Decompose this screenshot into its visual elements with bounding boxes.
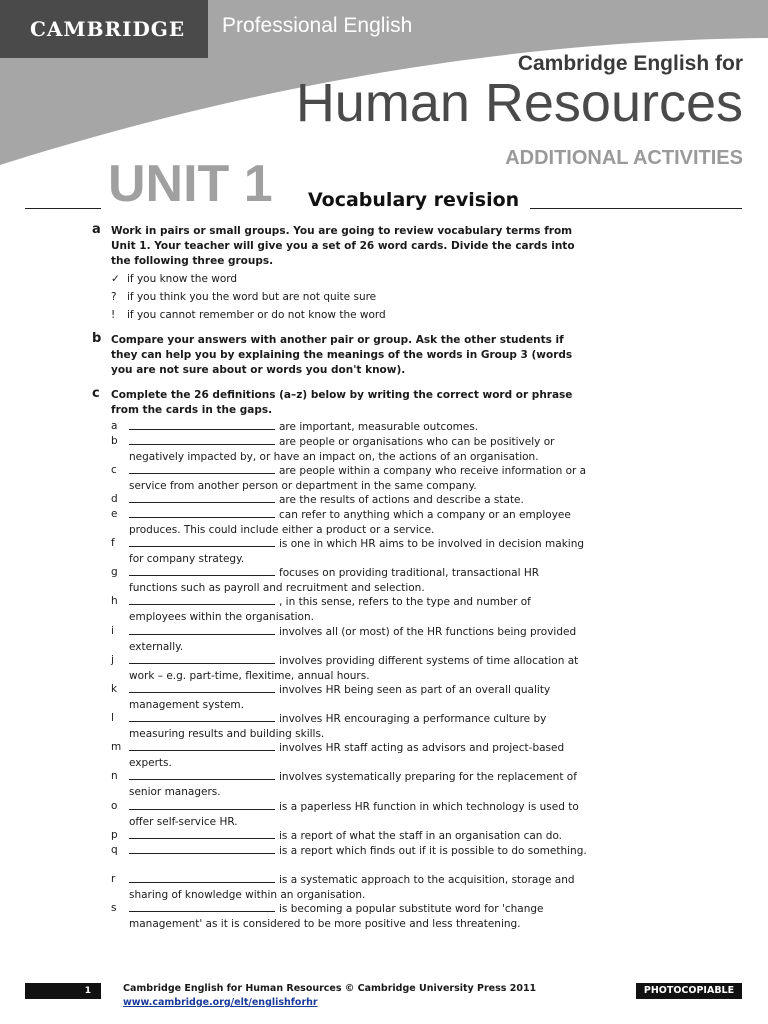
footer-copyright-block bbox=[123, 982, 536, 1010]
answer-blank[interactable] bbox=[129, 653, 275, 664]
bullet-unsure bbox=[111, 290, 376, 305]
answer-blank[interactable] bbox=[129, 740, 275, 751]
answer-blank[interactable] bbox=[129, 799, 275, 810]
bullet-know bbox=[111, 272, 237, 287]
bullet-text: if you cannot remember or do not know the word bbox=[127, 309, 386, 321]
section-title: ADDITIONAL ACTIVITIES bbox=[505, 147, 743, 169]
answer-blank[interactable] bbox=[129, 419, 275, 430]
cambridge-logo: CAMBRIDGE bbox=[30, 17, 186, 41]
section-b-letter: b bbox=[92, 331, 102, 346]
answer-blank[interactable] bbox=[129, 536, 275, 547]
answer-blank[interactable] bbox=[129, 492, 275, 503]
answer-blank[interactable] bbox=[129, 565, 275, 576]
answer-blank[interactable] bbox=[129, 711, 275, 722]
website-link[interactable]: www.cambridge.org/elt/englishforhr bbox=[123, 997, 318, 1008]
answer-blank[interactable] bbox=[129, 594, 275, 605]
checkmark-icon: ✓ bbox=[111, 273, 120, 285]
answer-blank[interactable] bbox=[129, 872, 275, 883]
unit-subtitle: Vocabulary revision bbox=[308, 189, 520, 211]
bullet-text: if you know the word bbox=[127, 273, 238, 285]
section-c-text: Complete the 26 definitions (a–z) below by writing the correct word or phrase from the cards in the gaps. bbox=[111, 389, 573, 416]
answer-blank[interactable] bbox=[129, 463, 275, 474]
copyright-text: Cambridge English for Human Resources © Cambridge University Press 2011 bbox=[123, 983, 537, 994]
section-a-letter: a bbox=[92, 222, 101, 237]
series-name: Professional English bbox=[222, 14, 413, 37]
answer-blank[interactable] bbox=[129, 507, 275, 518]
photocopiable-badge: PHOTOCOPIABLE bbox=[636, 983, 742, 999]
answer-blank[interactable] bbox=[129, 901, 275, 912]
section-b-text: Compare your answers with another pair or group. Ask the other students if they can help you by explaining the meanings of the words in Group 3 (words you are not sure about or words you don't know). bbox=[111, 334, 573, 376]
answer-blank[interactable] bbox=[129, 624, 275, 635]
page-number: 1 bbox=[25, 983, 101, 999]
exclamation-icon: ! bbox=[111, 309, 116, 321]
section-a-text: Work in pairs or small groups. You are going to review vocabulary terms from Unit 1. Your teacher will give you a set of 26 word cards. Divide the cards into the following three groups. bbox=[111, 225, 575, 267]
unit-divider-right bbox=[530, 208, 742, 209]
question-icon: ? bbox=[111, 291, 117, 303]
answer-blank[interactable] bbox=[129, 682, 275, 693]
bullet-unknown bbox=[111, 308, 386, 323]
bullet-text: if you think you the word but are not quite sure bbox=[127, 291, 377, 303]
book-title: Human Resources bbox=[295, 73, 743, 133]
unit-label: UNIT 1 bbox=[108, 155, 273, 213]
section-c-letter: c bbox=[92, 386, 100, 401]
unit-divider-left bbox=[25, 208, 101, 209]
book-for: Cambridge English for bbox=[517, 52, 743, 75]
answer-blank[interactable] bbox=[129, 434, 275, 445]
answer-blank[interactable] bbox=[129, 769, 275, 780]
answer-blank[interactable] bbox=[129, 843, 275, 854]
answer-blank[interactable] bbox=[129, 828, 275, 839]
